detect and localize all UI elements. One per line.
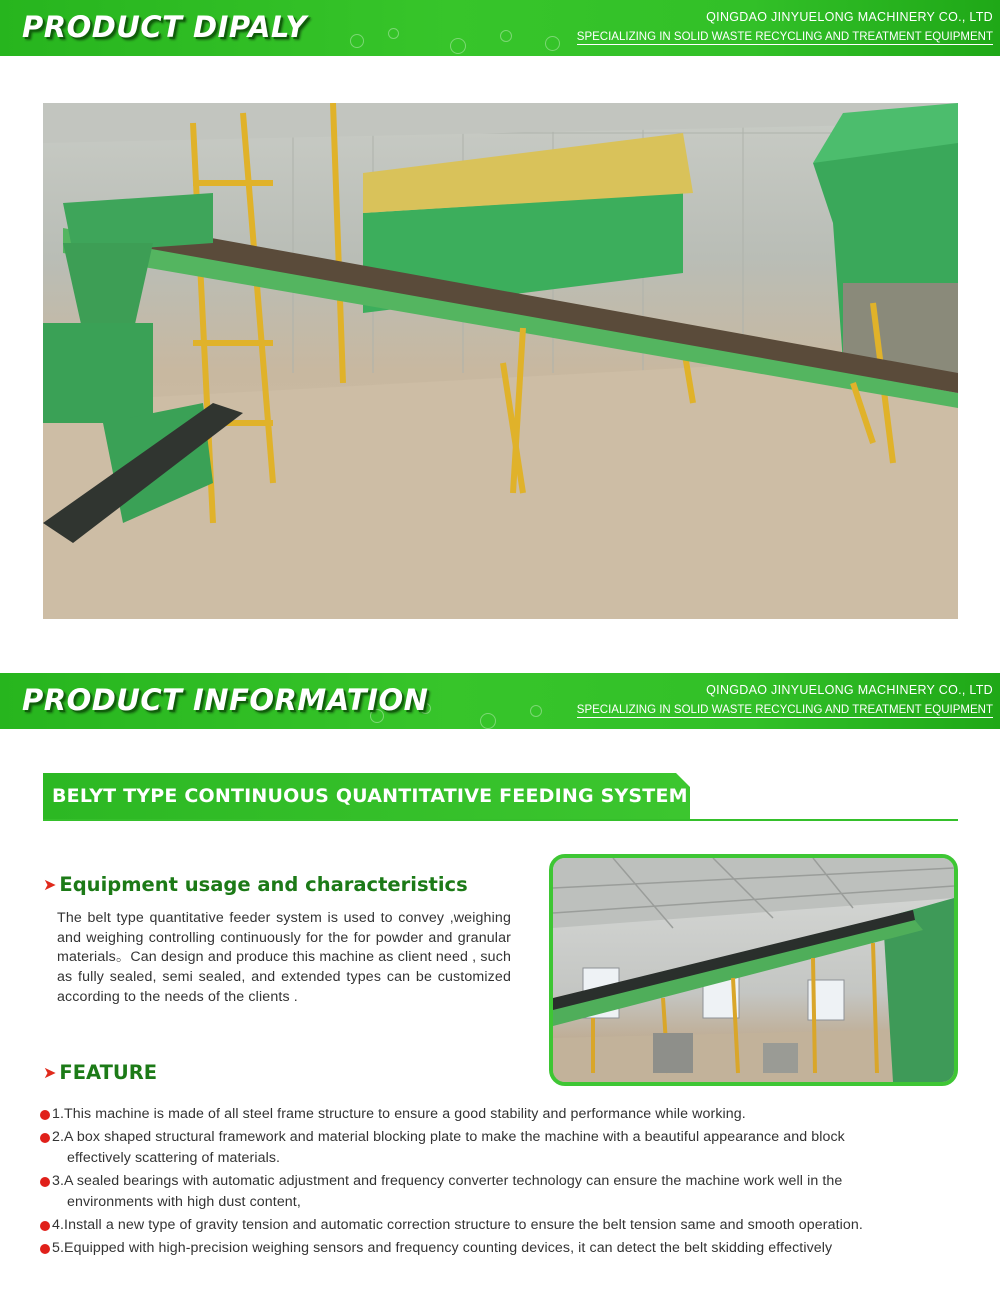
product-photo-workshop <box>549 854 958 1086</box>
company-name: QINGDAO JINYUELONG MACHINERY CO., LTD <box>706 683 993 697</box>
usage-description: The belt type quantitative feeder system is used to convey ,weighing and weighing controlling continuously for the for powder and granular materials。Can design and produce this machine as client need , such as fully sealed, semi sealed, and extended types can be customized according to the needs of the clients . <box>57 910 511 1005</box>
feature-text: 1.This machine is made of all steel frame structure to ensure a good stability and performance while working. <box>52 1106 746 1122</box>
feature-text: 3.A sealed bearings with automatic adjustment and frequency converter technology can ensure the machine work well in the <box>52 1173 843 1189</box>
banner-title: PRODUCT INFORMATION <box>22 683 429 717</box>
feature-heading-text: FEATURE <box>59 1061 158 1084</box>
bullet-icon <box>40 1133 50 1143</box>
bullet-icon <box>40 1110 50 1120</box>
feature-item <box>38 1127 963 1169</box>
section-title: BELYT TYPE CONTINUOUS QUANTITATIVE FEEDING SYSTEM <box>52 785 688 807</box>
feature-text-continued: effectively scattering of materials. <box>67 1150 281 1166</box>
decorative-bubbles <box>330 0 590 56</box>
usage-heading <box>43 873 468 896</box>
header-banner-information <box>0 673 1000 729</box>
feature-item <box>38 1215 963 1236</box>
company-slogan: SPECIALIZING IN SOLID WASTE RECYCLING AND TREATMENT EQUIPMENT <box>576 31 993 43</box>
section-divider <box>43 819 958 821</box>
header-banner-display <box>0 0 1000 56</box>
product-photo-conveyor <box>43 103 958 619</box>
bullet-icon <box>40 1244 50 1254</box>
feature-text: 5.Equipped with high-precision weighing sensors and frequency counting devices, it can detect the belt skidding effectively <box>52 1240 833 1256</box>
feature-item <box>38 1104 963 1125</box>
arrow-icon: ➤ <box>43 1063 57 1082</box>
feature-heading <box>43 1061 157 1084</box>
feature-text: 4.Install a new type of gravity tension and automatic correction structure to ensure the belt tension same and smooth operation. <box>52 1217 863 1233</box>
company-name: QINGDAO JINYUELONG MACHINERY CO., LTD <box>706 10 993 24</box>
feature-item <box>38 1171 963 1213</box>
feature-item <box>38 1238 963 1259</box>
bullet-icon <box>40 1221 50 1231</box>
company-slogan: SPECIALIZING IN SOLID WASTE RECYCLING AND TREATMENT EQUIPMENT <box>576 704 993 716</box>
banner-title: PRODUCT DIPALY <box>22 10 307 44</box>
arrow-icon: ➤ <box>43 875 57 894</box>
usage-heading-text: Equipment usage and characteristics <box>59 873 468 896</box>
bullet-icon <box>40 1177 50 1187</box>
feature-list <box>38 1104 963 1259</box>
feature-text: 2.A box shaped structural framework and material blocking plate to make the machine with a beautiful appearance and block <box>52 1129 845 1145</box>
feature-text-continued: environments with high dust content, <box>67 1194 301 1210</box>
